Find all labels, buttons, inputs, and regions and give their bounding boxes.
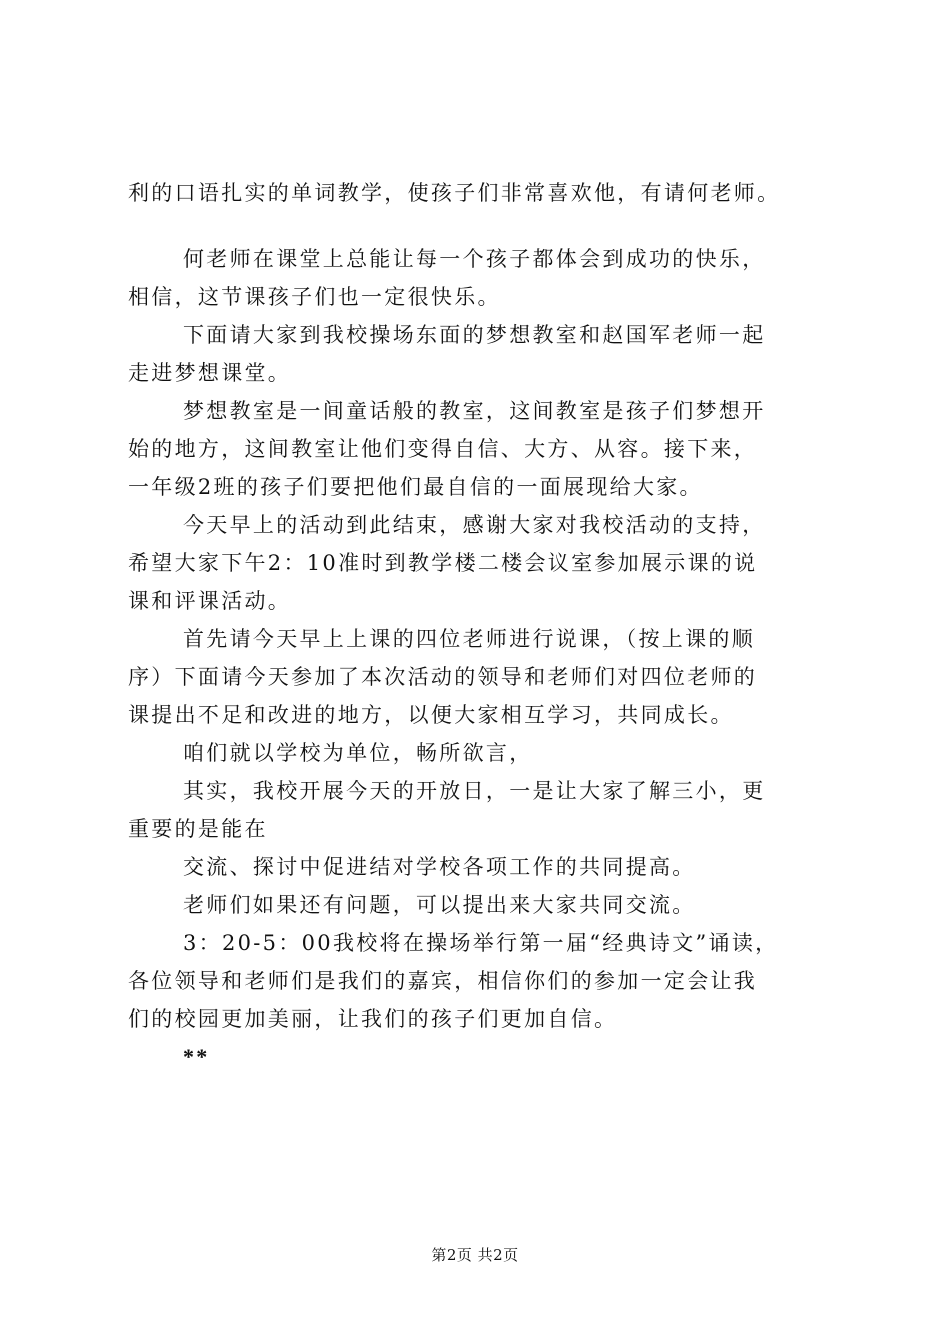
text-line: 何老师在课堂上总能让每一个孩子都体会到成功的快乐， [183, 247, 766, 271]
closing-asterisks: ** [183, 1044, 210, 1069]
text-line: 老师们如果还有问题，可以提出来大家共同交流。 [183, 893, 696, 917]
text-line: 咱们就以学校为单位，畅所欲言， [183, 741, 533, 765]
text-line: 序）下面请今天参加了本次活动的领导和老师们对四位老师的 [128, 665, 758, 689]
page-number-footer: 第2页 共2页 [431, 1246, 519, 1264]
text-line: 首先请今天早上上课的四位老师进行说课，（按上课的顺 [183, 627, 755, 651]
text-line: 课和评课活动。 [128, 589, 292, 613]
document-body [128, 174, 838, 1076]
text-line: 下面请大家到我校操场东面的梦想教室和赵国军老师一起 [183, 323, 766, 347]
text-line: 重要的是能在 [128, 817, 268, 841]
text-line: 走进梦想课堂。 [128, 361, 292, 385]
text-line: 3：20-5：00我校将在操场举行第一届“经典诗文”诵读， [183, 931, 779, 955]
text-line: 梦想教室是一间童话般的教室，这间教室是孩子们梦想开 [183, 399, 766, 423]
text-line: 一年级2班的孩子们要把他们最自信的一面展现给大家。 [128, 475, 703, 499]
text-line: 课提出不足和改进的地方，以便大家相互学习，共同成长。 [128, 703, 734, 727]
text-line: 始的地方，这间教室让他们变得自信、大方、从容。接下来， [128, 437, 758, 461]
text-line: 希望大家下午2：10准时到教学楼二楼会议室参加展示课的说 [128, 551, 758, 575]
text-line: 今天早上的活动到此结束，感谢大家对我校活动的支持， [183, 513, 766, 537]
text-line: 利的口语扎实的单词教学，使孩子们非常喜欢他，有请何老师。 [128, 181, 781, 205]
text-line: 各位领导和老师们是我们的嘉宾，相信你们的参加一定会让我 [128, 969, 758, 993]
text-line: 们的校园更加美丽，让我们的孩子们更加自信。 [128, 1007, 618, 1031]
text-line: 其实，我校开展今天的开放日，一是让大家了解三小，更 [183, 779, 766, 803]
text-line: 相信，这节课孩子们也一定很快乐。 [128, 285, 501, 309]
text-line: 交流、探讨中促进结对学校各项工作的共同提高。 [183, 855, 696, 879]
